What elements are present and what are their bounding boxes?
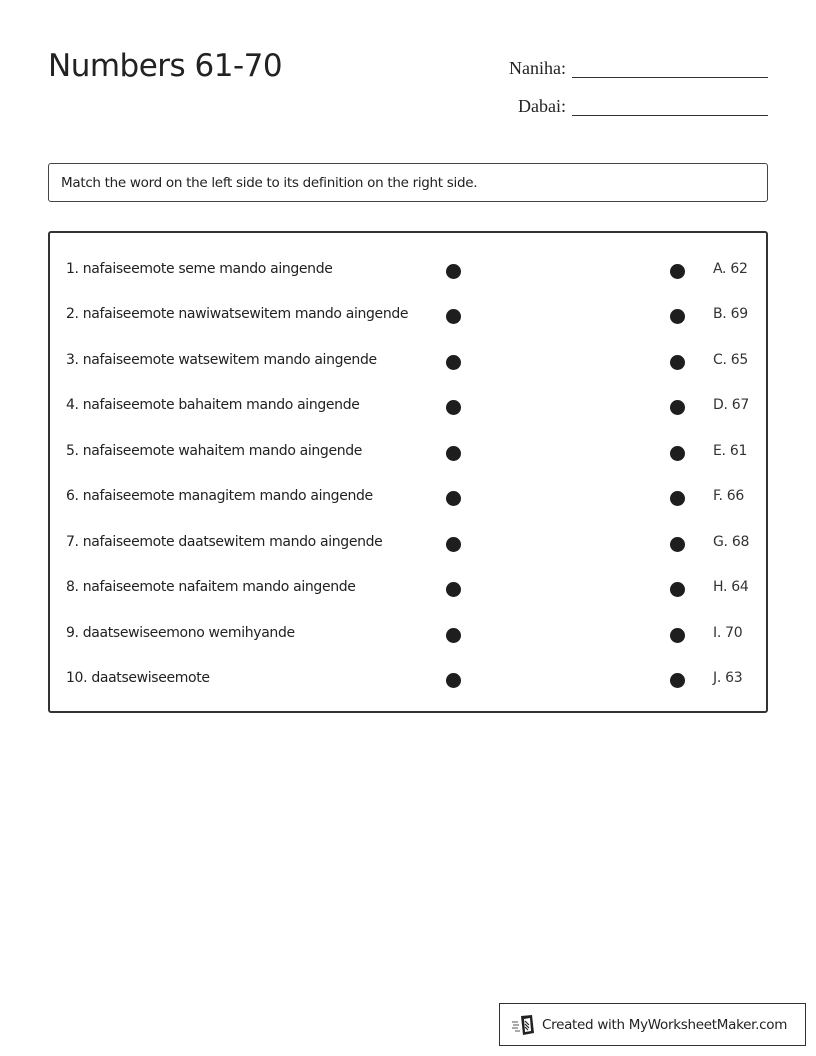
left-dot-icon[interactable]: [446, 491, 461, 506]
match-row: [50, 395, 766, 419]
left-dot-icon[interactable]: [446, 264, 461, 279]
match-row: [50, 486, 766, 510]
right-dot-icon[interactable]: [670, 537, 685, 552]
right-item: F. 66: [713, 488, 745, 504]
left-item: 6. nafaiseemote managitem mando aingende: [66, 488, 373, 504]
instructions-text: Match the word on the left side to its definition on the right side.: [61, 174, 478, 191]
match-row: [50, 623, 766, 647]
right-dot-icon[interactable]: [670, 582, 685, 597]
left-dot-icon[interactable]: [446, 537, 461, 552]
right-dot-icon[interactable]: [670, 309, 685, 324]
instructions-box: [48, 163, 768, 202]
right-dot-icon[interactable]: [670, 446, 685, 461]
worksheet-maker-logo-icon: [512, 1014, 536, 1036]
left-item: 3. nafaiseemote watsewitem mando aingende: [66, 352, 377, 368]
match-row: [50, 441, 766, 465]
footer-credit-text: Created with MyWorksheetMaker.com: [542, 1016, 788, 1033]
date-field[interactable]: [500, 86, 768, 116]
right-dot-icon[interactable]: [670, 491, 685, 506]
left-dot-icon[interactable]: [446, 309, 461, 324]
date-label: Dabai:: [518, 96, 566, 116]
match-row: [50, 532, 766, 556]
match-row: [50, 350, 766, 374]
left-item: 1. nafaiseemote seme mando aingende: [66, 261, 333, 277]
right-item: J. 63: [713, 670, 743, 686]
right-dot-icon[interactable]: [670, 673, 685, 688]
right-item: H. 64: [713, 579, 749, 595]
right-item: C. 65: [713, 352, 748, 368]
match-row: [50, 304, 766, 328]
right-item: B. 69: [713, 306, 748, 322]
right-dot-icon[interactable]: [670, 400, 685, 415]
right-item: I. 70: [713, 625, 743, 641]
right-item: G. 68: [713, 534, 750, 550]
left-item: 10. daatsewiseemote: [66, 670, 210, 686]
right-dot-icon[interactable]: [670, 355, 685, 370]
right-item: D. 67: [713, 397, 749, 413]
right-item: A. 62: [713, 261, 748, 277]
left-dot-icon[interactable]: [446, 355, 461, 370]
right-dot-icon[interactable]: [670, 628, 685, 643]
left-item: 9. daatsewiseemono wemihyande: [66, 625, 295, 641]
left-dot-icon[interactable]: [446, 582, 461, 597]
match-row: [50, 259, 766, 283]
name-field[interactable]: [500, 48, 768, 78]
date-input-line[interactable]: [572, 115, 768, 116]
footer-credit-badge[interactable]: [499, 1003, 806, 1046]
right-item: E. 61: [713, 443, 748, 459]
name-input-line[interactable]: [572, 77, 768, 78]
left-item: 8. nafaiseemote nafaitem mando aingende: [66, 579, 356, 595]
match-row: [50, 577, 766, 601]
name-label: Naniha:: [509, 58, 566, 78]
right-dot-icon[interactable]: [670, 264, 685, 279]
page-title: Numbers 61-70: [48, 48, 283, 84]
match-row: [50, 668, 766, 692]
left-item: 5. nafaiseemote wahaitem mando aingende: [66, 443, 363, 459]
left-dot-icon[interactable]: [446, 446, 461, 461]
left-dot-icon[interactable]: [446, 400, 461, 415]
left-item: 4. nafaiseemote bahaitem mando aingende: [66, 397, 360, 413]
left-dot-icon[interactable]: [446, 673, 461, 688]
left-item: 7. nafaiseemote daatsewitem mando aingende: [66, 534, 383, 550]
left-dot-icon[interactable]: [446, 628, 461, 643]
matching-exercise: [48, 231, 768, 713]
left-item: 2. nafaiseemote nawiwatsewitem mando aingende: [66, 306, 409, 322]
